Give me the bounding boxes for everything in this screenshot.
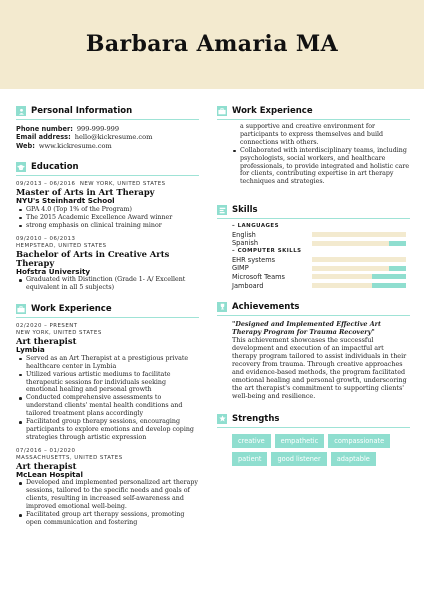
section-divider [16, 119, 199, 120]
job-date: 02/2020 – PRESENT [16, 323, 78, 330]
education-item [16, 181, 199, 229]
education-section [16, 160, 199, 292]
work-experience-continued-section [217, 104, 410, 186]
job-location: NEW YORK, UNITED STATES [16, 330, 102, 337]
section-divider [16, 175, 199, 176]
skill-name: Microsoft Teams [232, 272, 285, 281]
trophy-icon [217, 302, 227, 312]
job-bullet: Facilitated group art therapy sessions, promoting open communication and fostering [16, 511, 199, 527]
header-banner [0, 0, 424, 89]
skill-level-bar [312, 241, 406, 246]
skill-name: Spanish [232, 239, 259, 248]
section-title: Personal Information [31, 106, 133, 116]
skill-name: GIMP [232, 264, 249, 273]
skill-level-bar [312, 274, 406, 279]
job-role: Art therapist [16, 336, 77, 347]
degree-title: Master of Arts in Art Therapy [16, 187, 155, 198]
job-bullet: Facilitated group therapy sessions, encouraging participants to explore emotions and develop coping strategies through artistic expression [16, 418, 199, 442]
education-bullet: GPA 4.0 (Top 1% of the Program) [16, 206, 199, 214]
briefcase-icon [217, 106, 227, 116]
job-item [16, 448, 199, 527]
skill-row [232, 255, 410, 264]
skill-name: English [232, 230, 256, 239]
candidate-name: Barbara Amaria MA [85, 31, 339, 57]
email-label: Email address: [16, 133, 71, 142]
section-title: Skills [232, 205, 258, 216]
education-bullet: strong emphasis on clinical training minor [16, 222, 199, 230]
skill-row [232, 281, 410, 290]
skill-level-fill [389, 241, 406, 246]
section-divider [217, 315, 410, 316]
job-bullet: Developed and implemented personalized art therapy sessions, tailored to the specific needs and goals of clients, resulting in increased self-awareness and improved emotional well-being. [16, 479, 199, 511]
work-experience-section [16, 302, 199, 527]
strength-tags [217, 434, 410, 466]
section-title: Education [31, 162, 79, 173]
job-item [16, 323, 199, 442]
skills-list [217, 222, 410, 290]
education-location: NEW YORK, UNITED STATES [79, 181, 166, 188]
strength-tag: patient [232, 452, 267, 466]
employer-name: McLean Hospital [16, 469, 83, 479]
section-divider [217, 119, 410, 120]
section-divider [217, 427, 410, 428]
skill-level-bar [312, 257, 406, 262]
phone-row [16, 125, 199, 133]
strengths-section [217, 412, 410, 466]
skill-row [232, 264, 410, 273]
star-icon [217, 414, 227, 424]
job-role: Art therapist [16, 460, 77, 471]
graduation-cap-icon [16, 162, 26, 172]
section-divider [16, 317, 199, 318]
personal-information-section [16, 104, 199, 150]
job-location: MASSACHUSETTS, UNITED STATES [16, 454, 123, 461]
achievement-description: This achievement showcases the successful development and execution of an impactful art therapy program tailored to assist individuals in their recovery from trauma. Through creative approaches and evidence-based methods, the program facilitated emotional healing and personal growth, underscoring the art therapist's commitment to supporting clients' well-being and resilience. [232, 335, 407, 400]
person-icon [16, 106, 26, 116]
right-column [217, 104, 410, 466]
employer-name: Lymbia [16, 345, 45, 355]
school-name: Hofstra University [16, 266, 91, 276]
skill-name: Jamboard [232, 281, 264, 290]
skill-level-bar [312, 232, 406, 237]
skill-row [232, 230, 410, 239]
degree-title: Bachelor of Arts in Creative Arts Therapy [16, 248, 170, 268]
job-bullet: Collaborated with interdisciplinary teams, including psychologists, social workers, and healthcare professionals, to provide integrated and holistic care for clients, contributing expertise in art therapy techniques and strategies. [230, 147, 410, 187]
skill-row [232, 273, 410, 282]
left-column [16, 104, 199, 527]
phone-value: 999-999-999 [76, 125, 120, 133]
school-name: NYU's Steinhardt School [16, 196, 115, 206]
job-date: 07/2016 – 01/2020 [16, 447, 76, 454]
web-row [16, 142, 199, 150]
skill-level-bar [312, 266, 406, 271]
strength-tag: good listener [271, 452, 326, 466]
achievement-heading: "Designed and Implemented Effective Art Therapy Program for Trauma Recovery" [232, 319, 381, 336]
skill-name: EHR systems [232, 255, 276, 264]
job-bullet: Conducted comprehensive assessments to understand clients' mental health conditions and tailored treatment plans accordingly [16, 394, 199, 418]
strength-tag: empathetic [275, 434, 325, 448]
web-value[interactable]: www.kickresume.com [38, 141, 112, 150]
education-bullet: Graduated with Distinction (Grade 1- A/ Excellent equivalent in all 5 subjects) [16, 276, 199, 292]
phone-label: Phone number: [16, 125, 73, 133]
web-label: Web: [16, 141, 35, 150]
job-bullet: Utilized various artistic mediums to facilitate therapeutic sessions for individuals seeking emotional healing and personal growth [16, 371, 199, 395]
section-title: Work Experience [232, 106, 313, 116]
strength-tag: creative [232, 434, 271, 448]
education-item [16, 236, 199, 293]
skills-section [217, 203, 410, 290]
section-title: Achievements [232, 301, 300, 312]
skill-group-label: – COMPUTER SKILLS [232, 248, 302, 255]
strength-tag: compassionate [328, 434, 390, 448]
job-bullet: Served as an Art Therapist at a prestigious private healthcare center in Lymbia [16, 355, 199, 371]
briefcase-icon [16, 304, 26, 314]
email-value[interactable]: hello@kickresume.com [74, 133, 153, 142]
section-title: Work Experience [31, 304, 112, 315]
skill-level-fill [372, 274, 406, 279]
skill-level-bar [312, 283, 406, 288]
skill-group-label: – LANGUAGES [232, 223, 279, 230]
email-row [16, 133, 199, 141]
skill-level-fill [372, 283, 406, 288]
education-bullet: The 2015 Academic Excellence Award winner [16, 214, 199, 222]
section-divider [217, 218, 410, 219]
skill-level-fill [389, 266, 406, 271]
education-date: 09/2010 – 06/2013 [16, 235, 76, 242]
strength-tag: adaptable [331, 452, 376, 466]
education-date: 09/2013 – 06/2016 [16, 181, 76, 188]
chart-bars-icon [217, 205, 227, 215]
section-title: Strengths [232, 413, 280, 424]
education-location: HEMPSTEAD, UNITED STATES [16, 242, 107, 249]
skill-row [232, 239, 410, 248]
achievements-section [217, 300, 410, 400]
job-bullet-continued: a supportive and creative environment for participants to express themselves and build connections with others. [240, 123, 384, 146]
